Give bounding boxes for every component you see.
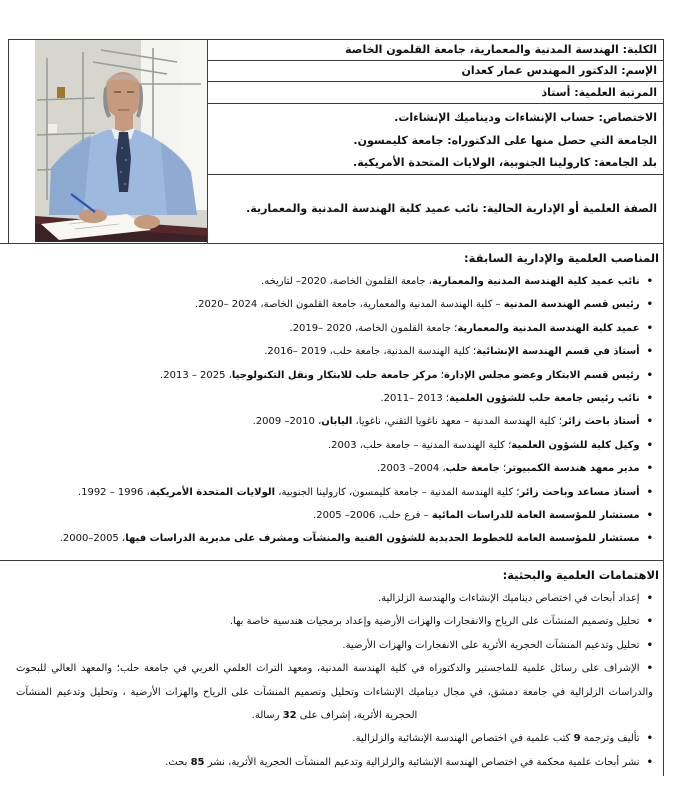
- bullet-text: 85: [190, 756, 205, 768]
- bullet-item: [2, 293, 661, 316]
- bullet-text: 1992 – 1996: [81, 486, 144, 498]
- section-research-interests: [2, 562, 661, 774]
- photo-cell: [9, 40, 208, 243]
- info-detail-line: بلد الجامعة: كارولينا الجنوبية، الولايات المتحدة الأمريكية.: [353, 156, 657, 169]
- tie: [116, 132, 131, 192]
- bullet-text: .: [313, 510, 317, 522]
- bullet-text: ؛: [499, 463, 507, 475]
- bullet-icon: •: [646, 593, 653, 604]
- bullet-list: [2, 270, 661, 551]
- bullet-text: ؛ كلية الهندسة المدنية، جامعة حلب،: [326, 346, 477, 358]
- bullet-text: مدير معهد هندسة الكمبيوتر: [506, 463, 640, 475]
- bullet-text: .: [380, 393, 384, 405]
- bullet-item: [2, 410, 661, 433]
- bullet-item: [2, 634, 661, 657]
- info-row-name: [208, 61, 663, 82]
- hand-left: [134, 215, 160, 229]
- horizontal-divider: [0, 560, 664, 561]
- bullet-text: 9: [573, 733, 581, 745]
- bullet-item: [2, 587, 661, 610]
- bullet-text: نائب عميد كلية الهندسة المدنية والمعمارية: [432, 276, 640, 287]
- bullet-text: 2019– 2020: [292, 322, 352, 334]
- section-previous-positions: [2, 245, 661, 551]
- bullet-text: .: [252, 416, 256, 428]
- bullet-icon: •: [646, 393, 653, 405]
- bullet-icon: •: [646, 663, 653, 675]
- info-row-current-role: [208, 175, 663, 243]
- info-detail-line: الجامعة التي حصل منها على الدكتوراه: جامعة كليمسون.: [353, 133, 657, 147]
- bullet-text: تحليل وتصميم المنشآت على الرياح والانفجارات والهزات الأرضية وإعداد برمجيات هندسية خاصة بها.: [229, 616, 640, 628]
- bullet-text: أستاذ مساعد وباحث زائر: [519, 486, 640, 498]
- cup-icon: [48, 124, 57, 133]
- info-row-college: [208, 40, 663, 61]
- bullet-text: الولايات المتحدة الأمريكية: [149, 486, 276, 498]
- bullet-item: [2, 364, 661, 387]
- bullet-item: [2, 481, 661, 504]
- bullet-item: [2, 727, 661, 750]
- bullet-text: 2011– 2013: [383, 393, 443, 405]
- bullet-item: [2, 434, 661, 457]
- bullet-text: .: [289, 322, 293, 334]
- horizontal-divider: [0, 243, 664, 244]
- bullet-icon: •: [646, 486, 653, 498]
- bullet-text: 32: [282, 710, 297, 722]
- bullet-text: نائب رئيس جامعة حلب للشؤون العلمية: [449, 393, 640, 405]
- bullet-text: الإشراف على رسائل علمية للماجستير والدكتوراه في كلية الهندسة المدنية، ومعهد التراث العلمي العربي في جامعة حلب؛ والمعهد العالي للبحوث والدراسات الزلزالية في جامعة دمشق، في مجال ديناميك الإنشاءات وتحليل وتصميم المنشآت على الرياح والهزات الأرضية ، وتحليل وتدعيم المنشآت الحجرية الأثرية، إشراف على: [16, 663, 653, 722]
- bullet-icon: •: [646, 346, 653, 358]
- bullet-text: 2000–2005: [62, 533, 119, 545]
- bullet-icon: •: [646, 322, 653, 334]
- info-row-rank: [208, 82, 663, 104]
- bullet-text: مستشار للمؤسسة العامة للخطوط الحديدية للشؤون الفنية والمنشآت ومشرف على مديرية الدراسات فيها: [125, 533, 640, 545]
- name-text: الإسم: الدكتور المهندس عمار كعدان: [461, 64, 657, 77]
- bullet-text: – فرع حلب،: [375, 510, 432, 522]
- bullet-icon: •: [646, 369, 653, 381]
- bullet-item: [2, 751, 661, 774]
- bullet-text: رئيس قسم الهندسة المدنية: [503, 299, 640, 311]
- rank-text: المرتبة العلمية: أستاذ: [541, 85, 657, 99]
- section-title: المناصب العلمية والإدارية السابقة:: [464, 251, 659, 265]
- bullet-text: .: [77, 486, 82, 498]
- bullet-text: مستشار للمؤسسة العامة للدراسات المائية: [431, 510, 640, 522]
- bullet-text: .: [264, 346, 268, 358]
- bullet-icon: •: [646, 616, 653, 628]
- bullet-item: [2, 527, 661, 550]
- bullet-text: ، جامعة القلمون الخاصة، 2020– لتاريخه.: [261, 276, 432, 287]
- bullet-icon: •: [646, 510, 653, 522]
- bullet-icon: •: [646, 733, 653, 745]
- bullet-text: تأليف وترجمة: [580, 733, 640, 745]
- bullet-text: 2013 – 2025: [163, 369, 226, 381]
- bullet-text: وكيل كلية للشؤون العلمية: [511, 439, 640, 451]
- bullet-item: [2, 457, 661, 480]
- bullet-icon: •: [646, 533, 653, 545]
- bullet-text: .: [160, 369, 164, 381]
- bullet-text: 2009 –2010: [255, 416, 315, 428]
- bullet-text: ؛ جامعة القلمون الخاصة،: [351, 322, 458, 334]
- bullet-text: 2020– 2024: [198, 299, 258, 311]
- bullet-text: ،: [143, 486, 150, 498]
- bullet-text: إعداد أبحاث في اختصاص ديناميك الإنشاءات والهندسة الزلزالية.: [377, 593, 640, 604]
- bullet-icon: •: [646, 299, 653, 311]
- bullet-icon: •: [646, 756, 653, 768]
- bullet-item: [2, 657, 661, 727]
- bullet-text: ،: [314, 416, 322, 428]
- bullet-text: تحليل وتدعيم المنشآت الحجرية الأثرية على الانفجارات والهزات الأرضية.: [342, 639, 640, 651]
- portrait-photo: [35, 40, 207, 242]
- bullet-text: .: [376, 463, 381, 475]
- bullet-icon: •: [646, 416, 653, 428]
- bullet-text: 2005 –2006: [316, 510, 376, 522]
- bullet-text: ؛ كلية الهندسة المدنية – جامعة حلب، 2003.: [327, 439, 512, 451]
- bullet-list: [2, 587, 661, 774]
- bullet-icon: •: [646, 439, 653, 451]
- bullet-text: جامعة حلب: [445, 463, 500, 475]
- bullet-text: ؛ كلية الهندسة المدنية – معهد ناغويا التقني، ناغويا،: [352, 416, 562, 428]
- bullet-text: 2016– 2019: [267, 346, 327, 358]
- vertical-border: [663, 243, 664, 776]
- bullet-item: [2, 270, 661, 293]
- bullet-text: اليابان: [321, 416, 353, 428]
- college-text: الكلية: الهندسة المدنية والمعمارية، جامعة القلمون الخاصة: [345, 43, 657, 56]
- current-role-text: الصفة العلمية أو الإدارية الحالية: نائب عميد كلية الهندسة المدنية والمعمارية.: [246, 202, 657, 215]
- bullet-text: ؛ كلية الهندسة المدنية – جامعة كليمسون، كارولينا الجنوبية،: [275, 486, 520, 498]
- profile-info-column: [208, 40, 663, 243]
- bullet-text: ،: [118, 533, 126, 545]
- section-title: الاهتمامات العلمية والبحثية:: [502, 568, 659, 582]
- profile-info-table: [8, 39, 664, 243]
- bullet-text: أستاذ باحث زائر: [561, 416, 640, 428]
- bullet-text: بحث.: [165, 756, 191, 768]
- bullet-icon: •: [646, 463, 653, 475]
- bullet-text: .: [59, 533, 63, 545]
- info-row-details: [208, 104, 663, 175]
- bullet-text: عميد كلية الهندسة المدنية والمعمارية: [457, 322, 640, 334]
- bullet-text: رئيس قسم الابتكار وعضو مجلس الإدارة: [443, 369, 640, 381]
- bullet-text: رسالة.: [251, 710, 283, 722]
- info-detail-line: الاختصاص: حساب الإنشاءات وديناميك الإنشاءات.: [394, 111, 657, 124]
- bullet-item: [2, 610, 661, 633]
- bullet-text: – كلية الهندسة المدنية والمعمارية، جامعة القلمون الخاصة،: [257, 299, 504, 311]
- bullet-text: ؛: [442, 393, 450, 405]
- bullet-item: [2, 504, 661, 527]
- jar-icon: [57, 87, 65, 98]
- bullet-text: ،: [225, 369, 232, 381]
- bullet-text: كتب علمية في اختصاص الهندسة الإنشائية والزلزالية.: [352, 733, 574, 745]
- bullet-text: نشر أبحاث علمية محكمة في اختصاص الهندسة الإنشائية والزلزالية وتدعيم المنشآت الحجرية الأثرية، نشر: [204, 756, 640, 768]
- bullet-item: [2, 317, 661, 340]
- bullet-text: ،: [439, 463, 446, 475]
- bullet-text: .: [194, 299, 199, 311]
- bullet-item: [2, 387, 661, 410]
- bullet-text: ؛: [437, 369, 444, 381]
- bullet-text: مركز جامعة حلب للابتكار ونقل التكنولوجيا: [231, 369, 438, 381]
- bullet-text: أستاذ في قسم الهندسة الإنشائية: [476, 346, 640, 358]
- bullet-icon: •: [646, 639, 653, 651]
- bullet-text: 2003 –2004: [380, 463, 440, 475]
- bullet-icon: •: [646, 276, 653, 287]
- bullet-item: [2, 340, 661, 363]
